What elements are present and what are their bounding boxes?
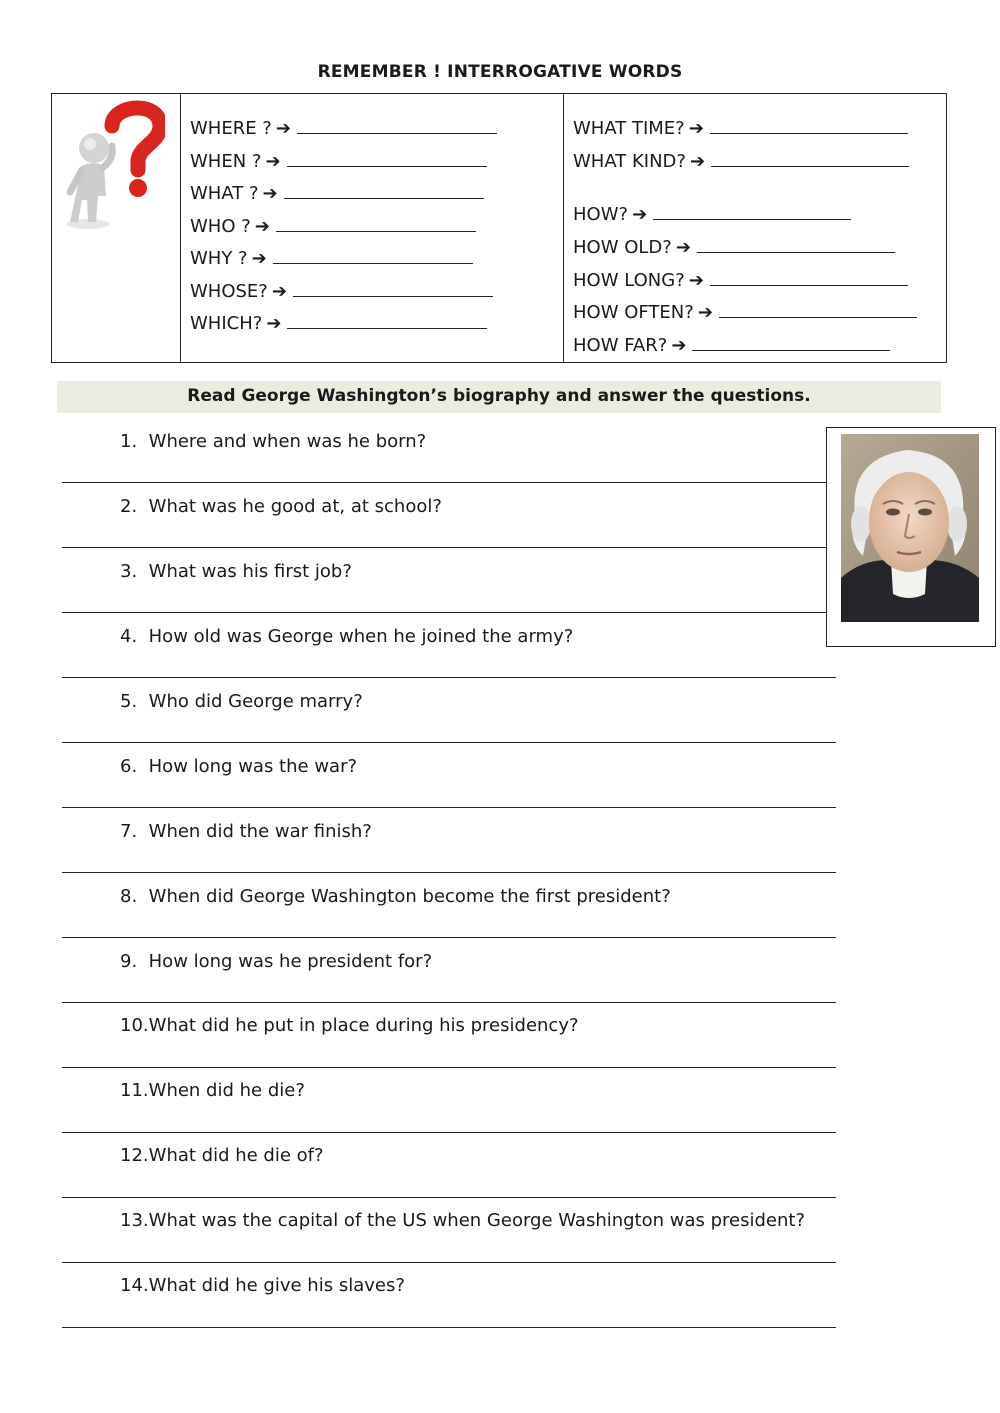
arrow-right-icon: ➔ [632, 204, 648, 225]
answer-line[interactable] [62, 937, 836, 938]
answer-line[interactable] [62, 547, 826, 548]
word-row: WHERE ? ➔ [190, 118, 497, 139]
word-row: WHICH? ➔ [190, 313, 487, 334]
question-item: 13.What was the capital of the US when George Washington was president? [120, 1210, 806, 1231]
answer-line[interactable] [62, 872, 836, 873]
question-item: 6. How long was the war? [120, 756, 358, 777]
answer-blank[interactable] [284, 184, 484, 199]
word-row: HOW LONG? ➔ [573, 270, 908, 291]
question-item: 3. What was his first job? [120, 561, 352, 582]
arrow-right-icon: ➔ [271, 281, 287, 302]
answer-line[interactable] [62, 1132, 836, 1133]
answer-line[interactable] [62, 1067, 836, 1068]
answer-line[interactable] [62, 742, 836, 743]
answer-line[interactable] [62, 1327, 836, 1328]
answer-blank[interactable] [653, 205, 851, 220]
answer-blank[interactable] [719, 303, 917, 318]
question-item: 11.When did he die? [120, 1080, 305, 1101]
question-item: 5. Who did George marry? [120, 691, 363, 712]
answer-line[interactable] [62, 1197, 836, 1198]
answer-line[interactable] [62, 807, 836, 808]
question-item: 12.What did he die of? [120, 1145, 324, 1166]
answer-line[interactable] [62, 1262, 836, 1263]
answer-blank[interactable] [287, 152, 487, 167]
answer-blank[interactable] [710, 119, 908, 134]
instruction-banner: Read George Washington’s biography and answer the questions. [57, 381, 941, 413]
table-divider [180, 94, 181, 362]
answer-blank[interactable] [711, 152, 909, 167]
answer-line[interactable] [62, 1002, 836, 1003]
arrow-right-icon: ➔ [265, 151, 281, 172]
arrow-right-icon: ➔ [275, 118, 291, 139]
word-row: WHAT TIME? ➔ [573, 118, 908, 139]
george-washington-portrait [826, 427, 996, 647]
word-row: HOW OFTEN? ➔ [573, 302, 917, 323]
arrow-right-icon: ➔ [254, 216, 270, 237]
arrow-right-icon: ➔ [697, 302, 713, 323]
word-row: WHEN ? ➔ [190, 151, 487, 172]
arrow-right-icon: ➔ [262, 183, 278, 204]
interrogative-words-table [51, 93, 947, 363]
word-row: WHAT ? ➔ [190, 183, 484, 204]
answer-blank[interactable] [697, 238, 895, 253]
question-item: 10.What did he put in place during his presidency? [120, 1015, 579, 1036]
question-item: 9. How long was he president for? [120, 951, 433, 972]
word-row: HOW FAR? ➔ [573, 335, 890, 356]
answer-blank[interactable] [276, 217, 476, 232]
answer-blank[interactable] [297, 119, 497, 134]
answer-blank[interactable] [293, 282, 493, 297]
answer-line[interactable] [62, 482, 826, 483]
question-item: 1. Where and when was he born? [120, 431, 427, 452]
question-item: 14.What did he give his slaves? [120, 1275, 405, 1296]
word-row: WHOSE? ➔ [190, 281, 493, 302]
arrow-right-icon: ➔ [251, 248, 267, 269]
arrow-right-icon: ➔ [688, 270, 704, 291]
arrow-right-icon: ➔ [675, 237, 691, 258]
thinking-figure-question-mark-icon [60, 96, 165, 236]
arrow-right-icon: ➔ [266, 313, 282, 334]
question-item: 4. How old was George when he joined the army? [120, 626, 574, 647]
worksheet-title: REMEMBER ! INTERROGATIVE WORDS [317, 62, 683, 82]
word-row: HOW? ➔ [573, 204, 851, 225]
word-row: WHO ? ➔ [190, 216, 476, 237]
question-item: 8. When did George Washington become the first president? [120, 886, 671, 907]
question-item: 7. When did the war finish? [120, 821, 372, 842]
arrow-right-icon: ➔ [671, 335, 687, 356]
table-divider [563, 94, 564, 362]
word-row: WHAT KIND? ➔ [573, 151, 909, 172]
answer-line[interactable] [62, 677, 836, 678]
word-row: HOW OLD? ➔ [573, 237, 895, 258]
answer-blank[interactable] [710, 271, 908, 286]
answer-blank[interactable] [692, 336, 890, 351]
question-item: 2. What was he good at, at school? [120, 496, 442, 517]
answer-line[interactable] [62, 612, 826, 613]
word-row: WHY ? ➔ [190, 248, 473, 269]
arrow-right-icon: ➔ [689, 151, 706, 172]
answer-blank[interactable] [287, 314, 487, 329]
answer-blank[interactable] [273, 249, 473, 264]
arrow-right-icon: ➔ [688, 118, 704, 139]
